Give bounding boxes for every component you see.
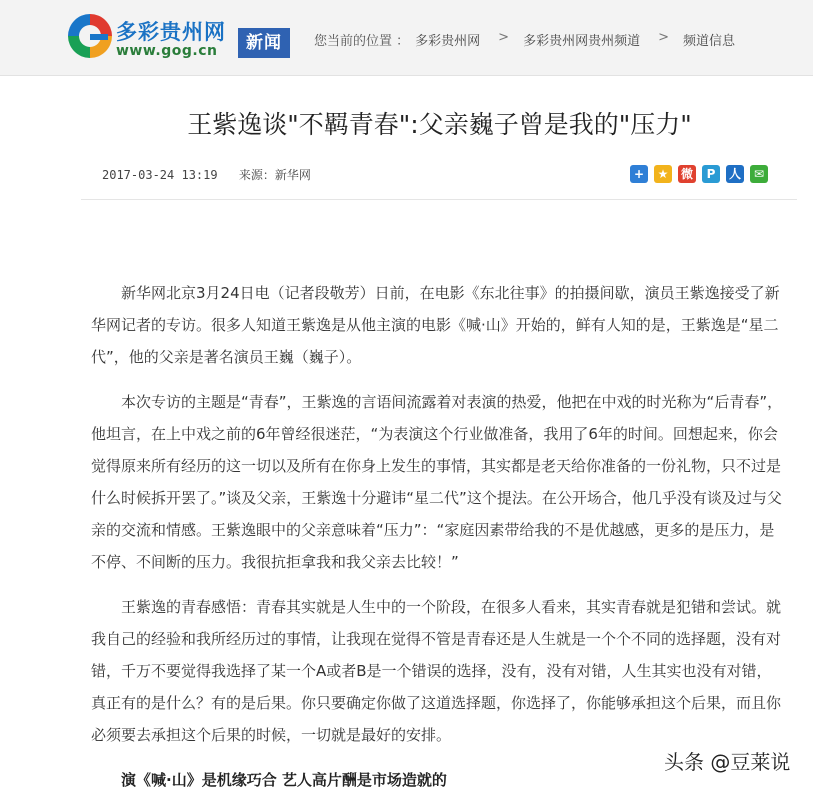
logo-url: www.gog.cn: [116, 43, 218, 59]
article-paragraph: 王紫逸的青春感悟：青春其实就是人生中的一个阶段，在很多人看来，其实青春就是犯错和尝试。就我自己的经验和我所经历过的事情，让我现在觉得不管是青春还是人生就是一个个不同的选择题，没有对错，千万不要觉得我选择了某一个A或者B是一个错误的选择，没有，没有对错，人生其实也没有对错，真正有的是什么？有的是后果。你只要确定你做了这道选择题，你选择了，你能够承担这个后果，而且你必须要去承担这个后果的时候，一切就是最好的安排。: [91, 598, 782, 744]
breadcrumb-separator: >: [658, 30, 669, 45]
article-title: 王紫逸谈"不羁青春":父亲巍子曾是我的"压力": [187, 110, 692, 139]
breadcrumb-link-channel[interactable]: 多彩贵州网贵州频道: [523, 34, 641, 49]
site-header: [0, 0, 813, 76]
logo-name: 多彩贵州网: [116, 20, 226, 44]
breadcrumb-separator: >: [498, 30, 510, 45]
toutiao-watermark: 头条 @豆莱说: [664, 750, 791, 774]
more-share-icon[interactable]: +: [630, 165, 648, 183]
article-paragraph: 新华网北京3月24日电（记者段敬芳）日前，在电影《东北往事》的拍摄间歇，演员王紫逸接受了新华网记者的专访。很多人知道王紫逸是从他主演的电影《喊·山》开始的，鲜有人知的是，王紫逸是“星二代”，他的父亲是著名演员王巍（巍子）。: [91, 284, 780, 366]
site-logo[interactable]: [68, 12, 298, 64]
breadcrumb-link-home[interactable]: 多彩贵州网: [415, 34, 481, 49]
article-subheading: 演《喊·山》是机缘巧合 艺人高片酬是市场造就的: [121, 771, 447, 789]
renren-icon[interactable]: 人: [726, 165, 744, 183]
qzone-icon[interactable]: ★: [654, 165, 672, 183]
meta-divider: [81, 199, 797, 200]
share-bar: [630, 165, 768, 183]
article-paragraph: 本次专访的主题是“青春”，王紫逸的言语间流露着对表演的热爱，他把在中戏的时光称为“后青春”，他坦言，在上中戏之前的6年曾经很迷茫，“为表演这个行业做准备，我用了6年的时间。回想起来，你会觉得原来所有经历的这一切以及所有在你身上发生的事情，其实都是老天给你准备的一份礼物，只不过是什么时候拆开罢了。”谈及父亲，王紫逸十分避讳“星二代”这个提法。在公开场合，他几乎没有谈及过与父亲的交流和情感。王紫逸眼中的父亲意味着“压力”：“家庭因素带给我的不是优越感，更多的是压力，是不停、不间断的压力。我很抗拒拿我和我父亲去比较！”: [91, 393, 783, 571]
article-source: 来源：新华网: [238, 168, 311, 182]
article-meta: [102, 166, 325, 183]
article-container: [71, 82, 808, 790]
breadcrumb-label: 您当前的位置 ：: [314, 34, 410, 49]
article-datetime: 2017-03-24 13:19: [102, 168, 218, 182]
wechat-icon[interactable]: ✉: [750, 165, 768, 183]
logo-section-badge: 新闻: [238, 28, 290, 58]
article-body: [91, 277, 785, 809]
tencent-weibo-icon[interactable]: P: [702, 165, 720, 183]
breadcrumb-link-info[interactable]: 频道信息: [682, 34, 735, 49]
weibo-icon[interactable]: 微: [678, 165, 696, 183]
breadcrumb: [314, 30, 735, 49]
